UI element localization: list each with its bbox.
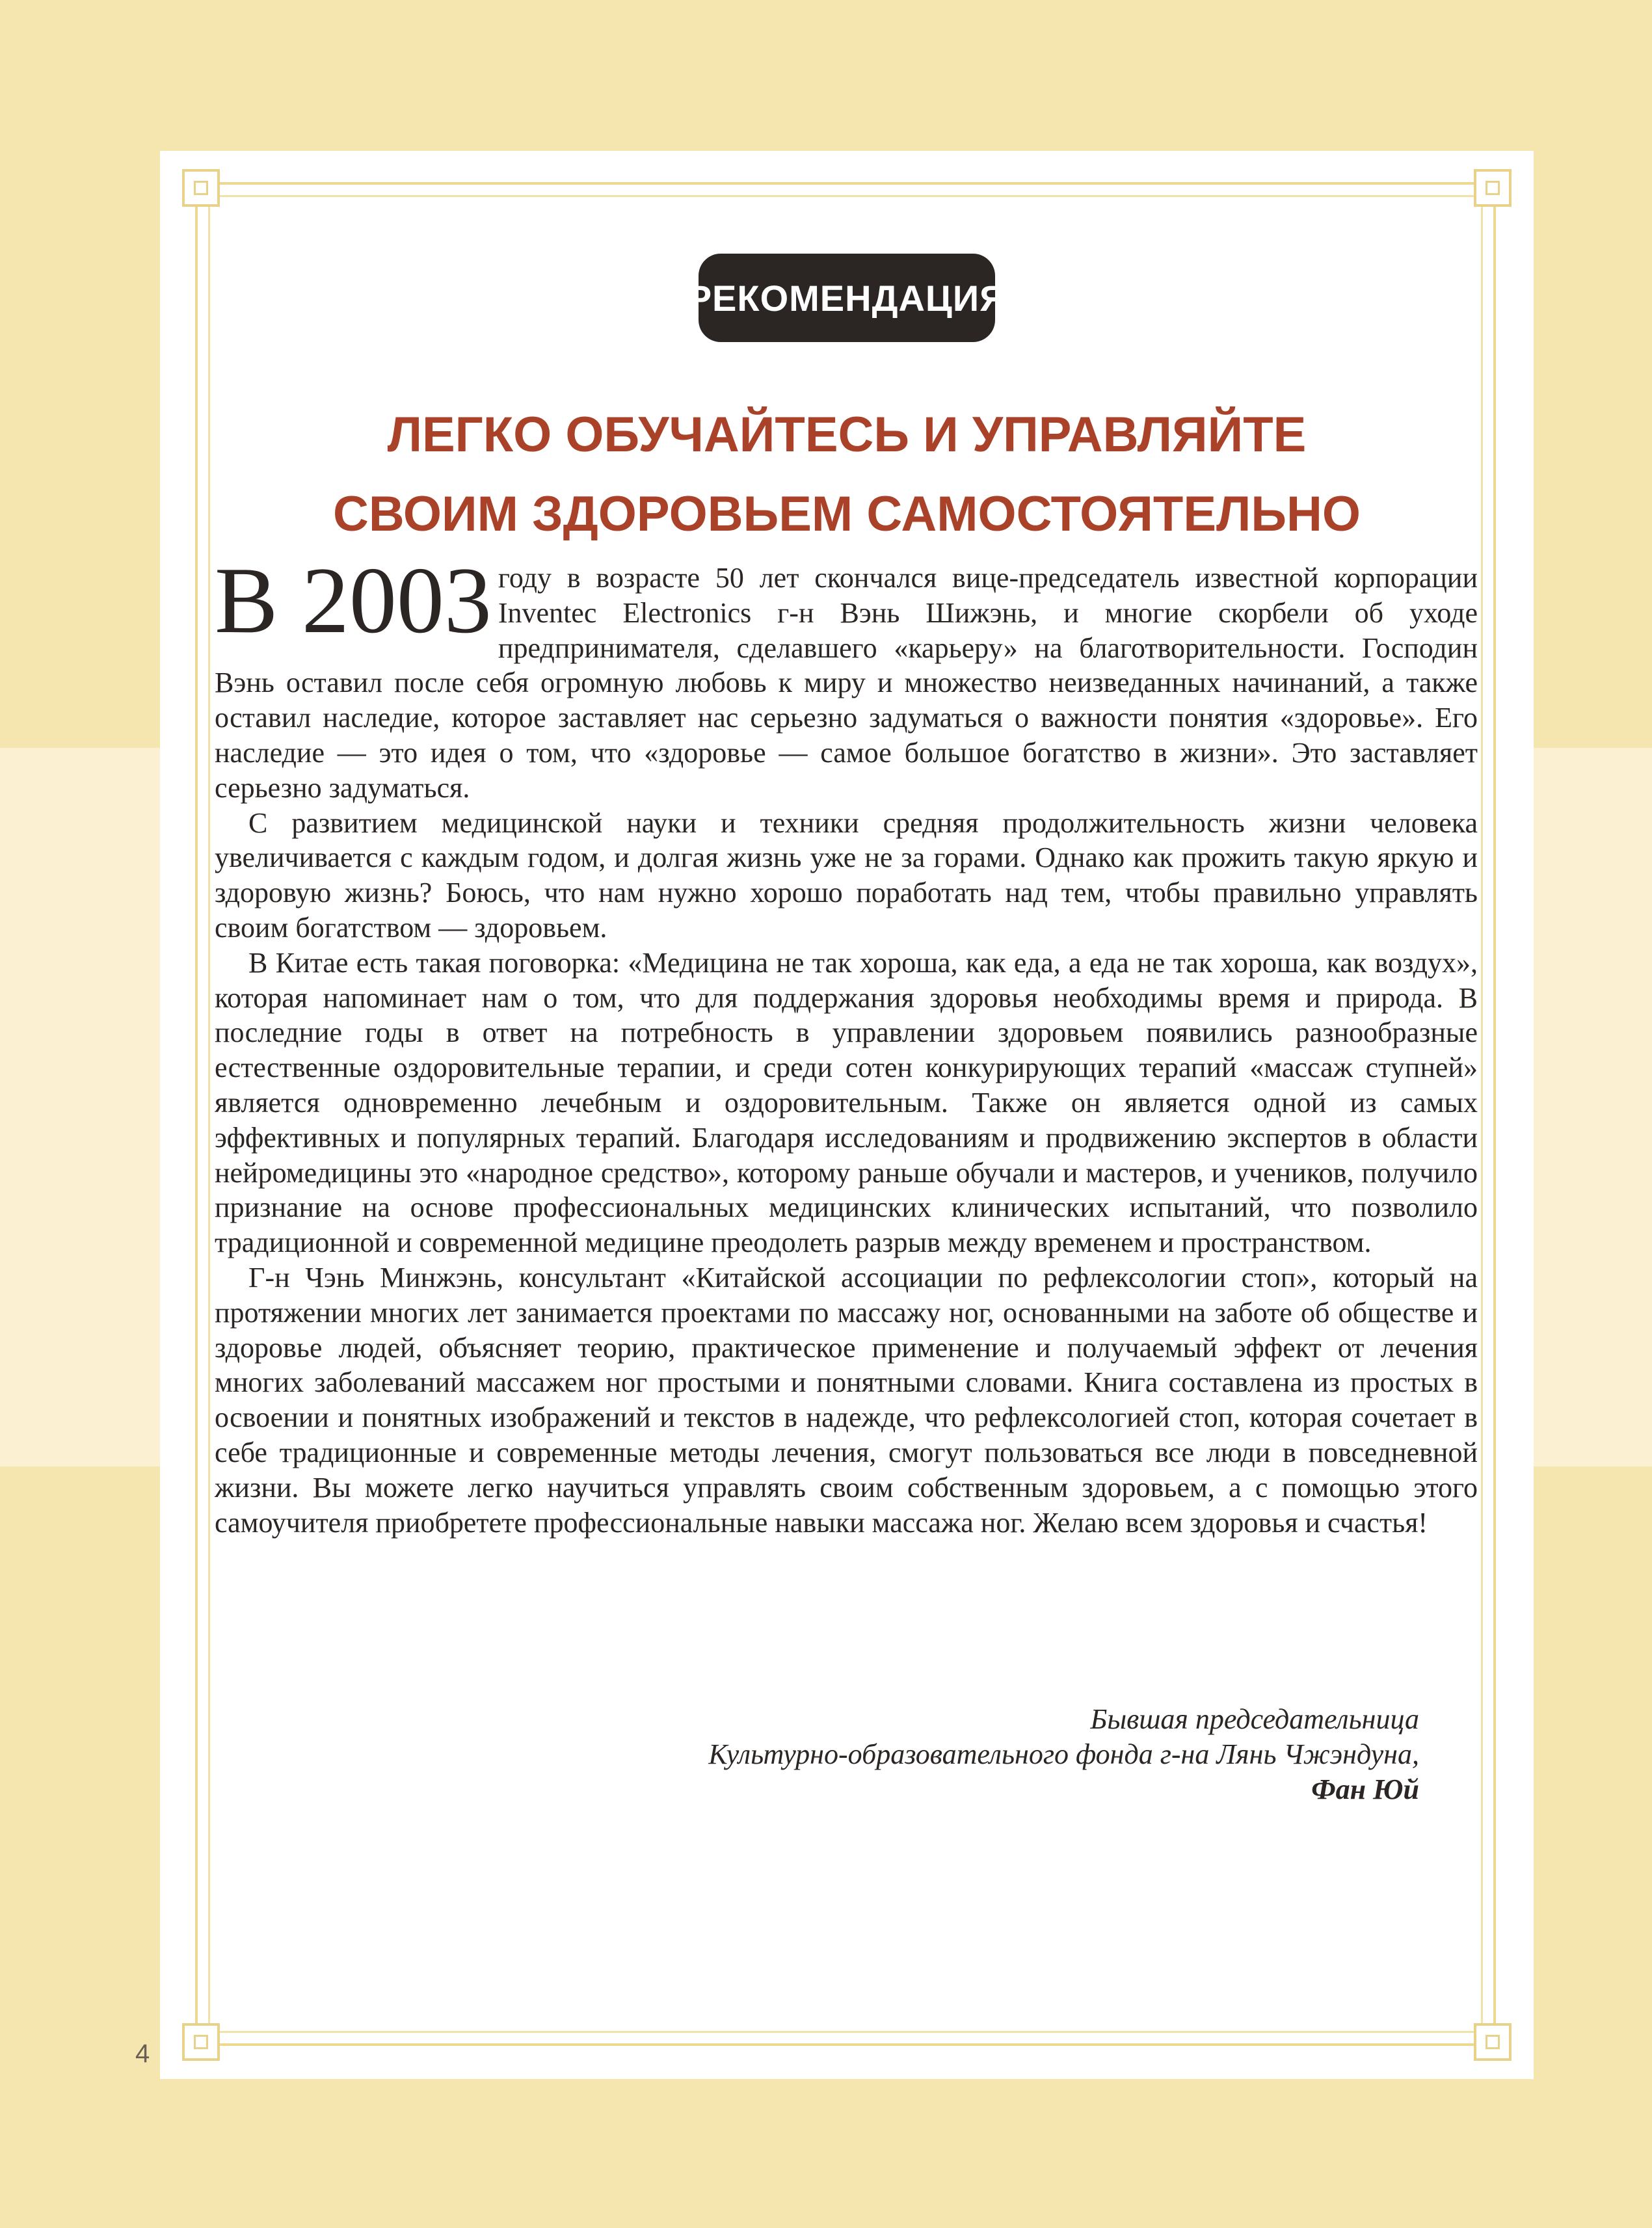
signature-line-1: Бывшая председательница xyxy=(1090,1703,1419,1735)
paragraph-4: Г-н Чэнь Минжэнь, консультант «Китайской ассоциации по рефлексологии стоп», который на протяжении многих лет занимается проектами по массажу ног, основанными на заботе об обществе и здоровье людей, объясняет теорию, практическое применение и получаемый эффект от лечения многих заболеваний массажем ног простыми и понятными словами. Книга составлена из простых в освоении и понятных изображений и текстов в надежде, что рефлексологией стоп, которая сочетает в себе традиционные и современные методы лечения, смогут пользоваться все люди в повседневной жизни. Вы можете легко научиться управлять своим собственным здоровьем, а с помощью этого самоучителя приобретете профессиональные навыки массажа ног. Желаю всем здоровья и счастья! xyxy=(215,1261,1478,1539)
title-line-1: ЛЕГКО ОБУЧАЙТЕСЬ И УПРАВЛЯЙТЕ xyxy=(387,407,1307,462)
page-title xyxy=(238,395,1456,554)
page-card xyxy=(160,151,1534,2079)
signature-block xyxy=(444,1702,1419,1807)
paragraph-1 xyxy=(215,548,1478,806)
corner-ornament-top-right xyxy=(1474,169,1512,207)
signature-line-2: Культурно-образовательного фонда г-на Лянь Чжэндуна, xyxy=(708,1738,1419,1770)
paragraph-2: С развитием медицинской науки и техники средняя продолжительность жизни человека увеличивается с каждым годом, и долгая жизнь уже не за горами. Однако как прожить такую яркую и здоровую жизнь? Боюсь, что нам нужно хорошо поработать над тем, чтобы правильно управлять своим богатством — здоровьем. xyxy=(215,806,1478,944)
corner-ornament-bottom-right xyxy=(1474,2023,1512,2061)
corner-ornament-bottom-left xyxy=(182,2023,220,2061)
article-body xyxy=(215,548,1478,1540)
page-number: 4 xyxy=(135,2039,150,2068)
corner-ornament-top-left xyxy=(182,169,220,207)
signature-name: Фан Юй xyxy=(1311,1773,1419,1805)
title-line-2: СВОИМ ЗДОРОВЬЕМ САМОСТОЯТЕЛЬНО xyxy=(333,486,1361,542)
dropcap: В 2003 xyxy=(215,548,492,653)
paragraph-3: В Китае есть такая поговорка: «Медицина не так хороша, как еда, а еда не так хороша, как воздух», которая напоминает нам о том, что для поддержания здоровья необходимы время и природа. В последние годы в ответ на потребность в управлении здоровьем появились разнообразные естественные оздоровительные терапии, и среди сотен конкурирующих терапий «массаж ступней» является одновременно лечебным и оздоровительным. Также он является одной из самых эффективных и популярных терапий. Благодаря исследованиям и продвижению экспертов в области нейромедицины это «народное средство», которому раньше обучали и мастеров, и учеников, получило признание на основе профессиональных медицинских клинических испытаний, что позволило традиционной и современной медицине преодолеть разрыв между временем и пространством. xyxy=(215,946,1478,1259)
paragraph-1-text: году в возрасте 50 лет скончался вице-председатель известной корпорации Inventec Electronics г-н Вэнь Шижэнь, и многие скорбели об уходе предпринимателя, сделавшего «карьеру» на благотворительности. Господин Вэнь оставил после себя огромную любовь к миру и множество неизведанных начинаний, а также оставил наследие, которое заставляет нас серьезно задуматься о важности понятия «здоровье». Его наследие — это идея о том, что «здоровье — самое большое богатство в жизни». Это заставляет серьезно задуматься. xyxy=(215,562,1478,804)
section-badge: РЕКОМЕНДАЦИЯ xyxy=(699,254,995,342)
